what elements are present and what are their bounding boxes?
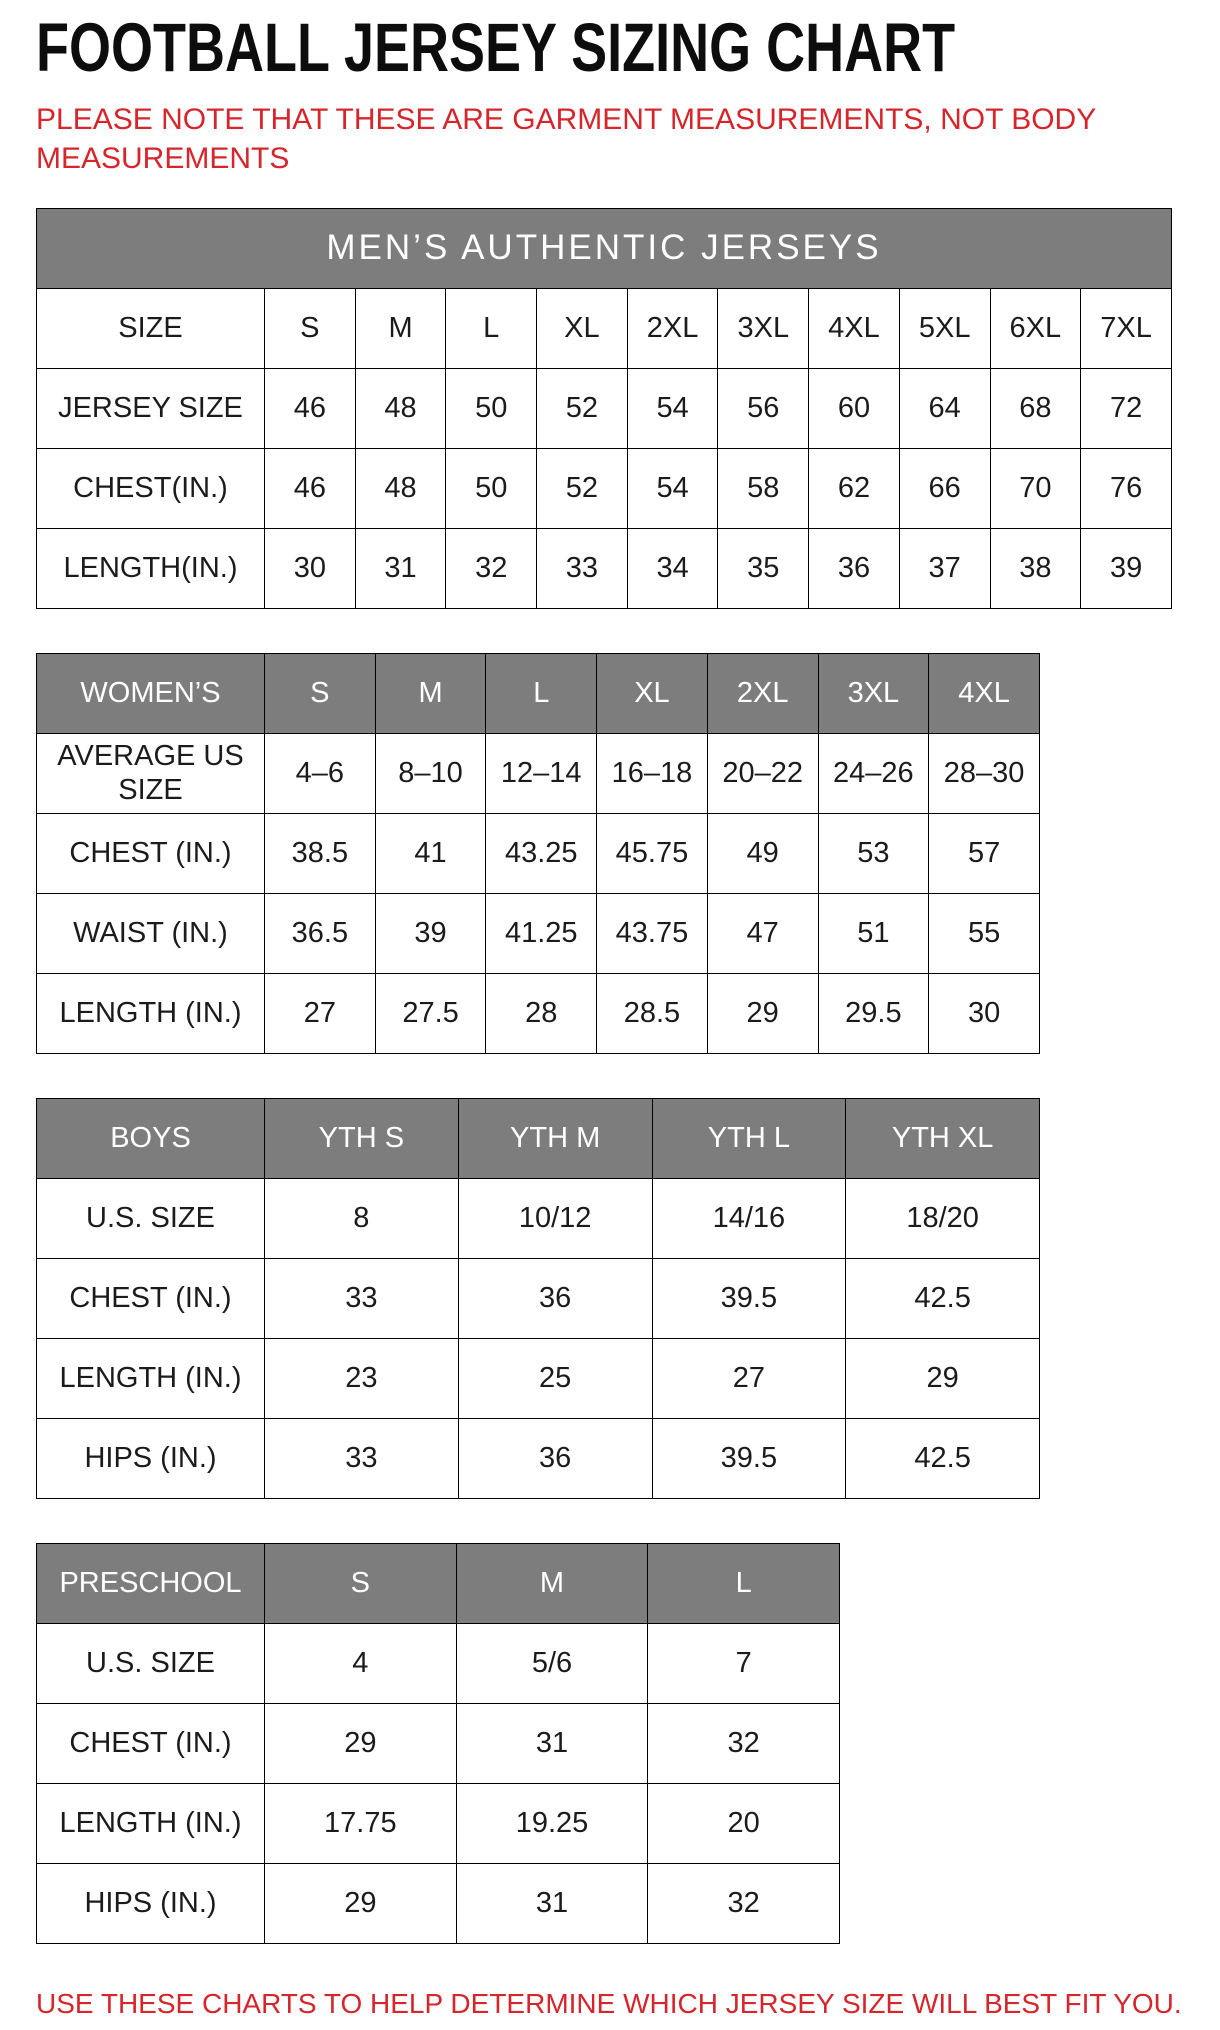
value-cell: 30 bbox=[265, 529, 356, 609]
value-cell: 28.5 bbox=[597, 974, 708, 1054]
value-cell: 43.25 bbox=[486, 814, 597, 894]
mens-authentic-jerseys-table bbox=[36, 208, 1172, 609]
value-cell: 32 bbox=[446, 529, 537, 609]
table-row bbox=[37, 1784, 840, 1864]
value-cell: 7 bbox=[648, 1624, 840, 1704]
value-cell: 58 bbox=[718, 449, 809, 529]
table-row bbox=[37, 529, 1172, 609]
value-cell: 5/6 bbox=[456, 1624, 648, 1704]
value-cell: 36 bbox=[458, 1419, 652, 1499]
table-row bbox=[37, 1624, 840, 1704]
value-cell: 50 bbox=[446, 369, 537, 449]
value-cell: L bbox=[446, 289, 537, 369]
preschool-sizing-table bbox=[36, 1543, 840, 1944]
value-cell: 32 bbox=[648, 1864, 840, 1944]
table-header-label: BOYS bbox=[37, 1099, 265, 1179]
table-row bbox=[37, 1864, 840, 1944]
value-cell: 25 bbox=[458, 1339, 652, 1419]
value-cell: 31 bbox=[456, 1864, 648, 1944]
size-header-cell: M bbox=[375, 654, 486, 734]
value-cell: 38.5 bbox=[265, 814, 376, 894]
value-cell: 34 bbox=[627, 529, 718, 609]
title-area bbox=[36, 9, 1180, 90]
value-cell: 30 bbox=[929, 974, 1040, 1054]
table-row bbox=[37, 814, 1040, 894]
table-row bbox=[37, 894, 1040, 974]
table-title: MEN’S AUTHENTIC JERSEYS bbox=[37, 209, 1172, 289]
row-label: LENGTH (IN.) bbox=[37, 974, 265, 1054]
value-cell: 49 bbox=[707, 814, 818, 894]
value-cell: 29 bbox=[265, 1704, 457, 1784]
row-label: LENGTH (IN.) bbox=[37, 1339, 265, 1419]
value-cell: 2XL bbox=[627, 289, 718, 369]
table-header-row bbox=[37, 654, 1040, 734]
value-cell: 50 bbox=[446, 449, 537, 529]
value-cell: 33 bbox=[265, 1419, 459, 1499]
value-cell: 24–26 bbox=[818, 734, 929, 814]
value-cell: 20–22 bbox=[707, 734, 818, 814]
table-header-row bbox=[37, 1544, 840, 1624]
table-row bbox=[37, 1339, 1040, 1419]
value-cell: 10/12 bbox=[458, 1179, 652, 1259]
row-label: CHEST (IN.) bbox=[37, 814, 265, 894]
value-cell: 35 bbox=[718, 529, 809, 609]
row-label: U.S. SIZE bbox=[37, 1179, 265, 1259]
size-header-cell: L bbox=[486, 654, 597, 734]
value-cell: 39.5 bbox=[652, 1419, 846, 1499]
table-header-label: WOMEN’S bbox=[37, 654, 265, 734]
womens-sizing-table bbox=[36, 653, 1040, 1054]
value-cell: XL bbox=[537, 289, 628, 369]
value-cell: 23 bbox=[265, 1339, 459, 1419]
value-cell: 64 bbox=[899, 369, 990, 449]
value-cell: 43.75 bbox=[597, 894, 708, 974]
value-cell: 4XL bbox=[809, 289, 900, 369]
value-cell: 42.5 bbox=[846, 1419, 1040, 1499]
value-cell: 4–6 bbox=[265, 734, 376, 814]
value-cell: 68 bbox=[990, 369, 1081, 449]
value-cell: 66 bbox=[899, 449, 990, 529]
table-row bbox=[37, 734, 1040, 814]
value-cell: 76 bbox=[1081, 449, 1172, 529]
page-title: FOOTBALL JERSEY SIZING CHART bbox=[36, 9, 956, 87]
table-row bbox=[37, 1704, 840, 1784]
value-cell: 41.25 bbox=[486, 894, 597, 974]
value-cell: 8–10 bbox=[375, 734, 486, 814]
value-cell: 39 bbox=[1081, 529, 1172, 609]
value-cell: 52 bbox=[537, 449, 628, 529]
value-cell: 72 bbox=[1081, 369, 1172, 449]
table-row bbox=[37, 1259, 1040, 1339]
value-cell: 41 bbox=[375, 814, 486, 894]
value-cell: 57 bbox=[929, 814, 1040, 894]
value-cell: 51 bbox=[818, 894, 929, 974]
value-cell: 48 bbox=[355, 449, 446, 529]
value-cell: 48 bbox=[355, 369, 446, 449]
value-cell: 39.5 bbox=[652, 1259, 846, 1339]
value-cell: 70 bbox=[990, 449, 1081, 529]
size-header-cell: S bbox=[265, 654, 376, 734]
value-cell: 37 bbox=[899, 529, 990, 609]
value-cell: 39 bbox=[375, 894, 486, 974]
value-cell: 19.25 bbox=[456, 1784, 648, 1864]
value-cell: 45.75 bbox=[597, 814, 708, 894]
table-row bbox=[37, 369, 1172, 449]
value-cell: 56 bbox=[718, 369, 809, 449]
table-row bbox=[37, 974, 1040, 1054]
value-cell: 4 bbox=[265, 1624, 457, 1704]
value-cell: 52 bbox=[537, 369, 628, 449]
value-cell: 27.5 bbox=[375, 974, 486, 1054]
value-cell: 36.5 bbox=[265, 894, 376, 974]
value-cell: 46 bbox=[265, 449, 356, 529]
size-header-cell: XL bbox=[597, 654, 708, 734]
footer-fit-note: USE THESE CHARTS TO HELP DETERMINE WHICH JERSEY SIZE WILL BEST FIT YOU. bbox=[36, 1988, 1182, 2019]
value-cell: 28 bbox=[486, 974, 597, 1054]
value-cell: 27 bbox=[652, 1339, 846, 1419]
value-cell: 62 bbox=[809, 449, 900, 529]
value-cell: 27 bbox=[265, 974, 376, 1054]
value-cell: 33 bbox=[537, 529, 628, 609]
table-row bbox=[37, 449, 1172, 529]
value-cell: 14/16 bbox=[652, 1179, 846, 1259]
value-cell: 17.75 bbox=[265, 1784, 457, 1864]
value-cell: 36 bbox=[809, 529, 900, 609]
value-cell: 53 bbox=[818, 814, 929, 894]
value-cell: 20 bbox=[648, 1784, 840, 1864]
value-cell: 18/20 bbox=[846, 1179, 1040, 1259]
value-cell: 36 bbox=[458, 1259, 652, 1339]
value-cell: 54 bbox=[627, 369, 718, 449]
row-label: U.S. SIZE bbox=[37, 1624, 265, 1704]
size-header-cell: S bbox=[265, 1544, 457, 1624]
size-header-cell: 4XL bbox=[929, 654, 1040, 734]
size-header-cell: YTH XL bbox=[846, 1099, 1040, 1179]
value-cell: 29 bbox=[265, 1864, 457, 1944]
value-cell: 31 bbox=[355, 529, 446, 609]
row-label: LENGTH (IN.) bbox=[37, 1784, 265, 1864]
row-label: CHEST (IN.) bbox=[37, 1259, 265, 1339]
table-header-label: PRESCHOOL bbox=[37, 1544, 265, 1624]
size-header-cell: L bbox=[648, 1544, 840, 1624]
size-header-cell: YTH S bbox=[265, 1099, 459, 1179]
value-cell: 16–18 bbox=[597, 734, 708, 814]
value-cell: 60 bbox=[809, 369, 900, 449]
value-cell: 29 bbox=[846, 1339, 1040, 1419]
row-label: WAIST (IN.) bbox=[37, 894, 265, 974]
value-cell: 46 bbox=[265, 369, 356, 449]
value-cell: 55 bbox=[929, 894, 1040, 974]
value-cell: 7XL bbox=[1081, 289, 1172, 369]
value-cell: 3XL bbox=[718, 289, 809, 369]
table-header-row bbox=[37, 1099, 1040, 1179]
value-cell: 32 bbox=[648, 1704, 840, 1784]
size-header-cell: YTH M bbox=[458, 1099, 652, 1179]
row-label: SIZE bbox=[37, 289, 265, 369]
value-cell: 31 bbox=[456, 1704, 648, 1784]
table-row bbox=[37, 289, 1172, 369]
value-cell: 8 bbox=[265, 1179, 459, 1259]
size-header-cell: 3XL bbox=[818, 654, 929, 734]
boys-sizing-table bbox=[36, 1098, 1040, 1499]
value-cell: 12–14 bbox=[486, 734, 597, 814]
size-header-cell: YTH L bbox=[652, 1099, 846, 1179]
value-cell: 28–30 bbox=[929, 734, 1040, 814]
garment-measurement-note: PLEASE NOTE THAT THESE ARE GARMENT MEASUREMENTS, NOT BODY MEASUREMENTS bbox=[36, 103, 1096, 175]
value-cell: 33 bbox=[265, 1259, 459, 1339]
value-cell: 42.5 bbox=[846, 1259, 1040, 1339]
value-cell: S bbox=[265, 289, 356, 369]
row-label: LENGTH(IN.) bbox=[37, 529, 265, 609]
table-row bbox=[37, 1419, 1040, 1499]
row-label: CHEST (IN.) bbox=[37, 1704, 265, 1784]
value-cell: 6XL bbox=[990, 289, 1081, 369]
table-row bbox=[37, 1179, 1040, 1259]
value-cell: 29.5 bbox=[818, 974, 929, 1054]
value-cell: 5XL bbox=[899, 289, 990, 369]
row-label: AVERAGE US SIZE bbox=[37, 734, 265, 814]
value-cell: 47 bbox=[707, 894, 818, 974]
row-label: HIPS (IN.) bbox=[37, 1864, 265, 1944]
row-label: HIPS (IN.) bbox=[37, 1419, 265, 1499]
row-label: JERSEY SIZE bbox=[37, 369, 265, 449]
value-cell: 29 bbox=[707, 974, 818, 1054]
size-header-cell: M bbox=[456, 1544, 648, 1624]
row-label: CHEST(IN.) bbox=[37, 449, 265, 529]
value-cell: 54 bbox=[627, 449, 718, 529]
value-cell: 38 bbox=[990, 529, 1081, 609]
size-header-cell: 2XL bbox=[707, 654, 818, 734]
value-cell: M bbox=[355, 289, 446, 369]
table-title-row bbox=[37, 209, 1172, 289]
